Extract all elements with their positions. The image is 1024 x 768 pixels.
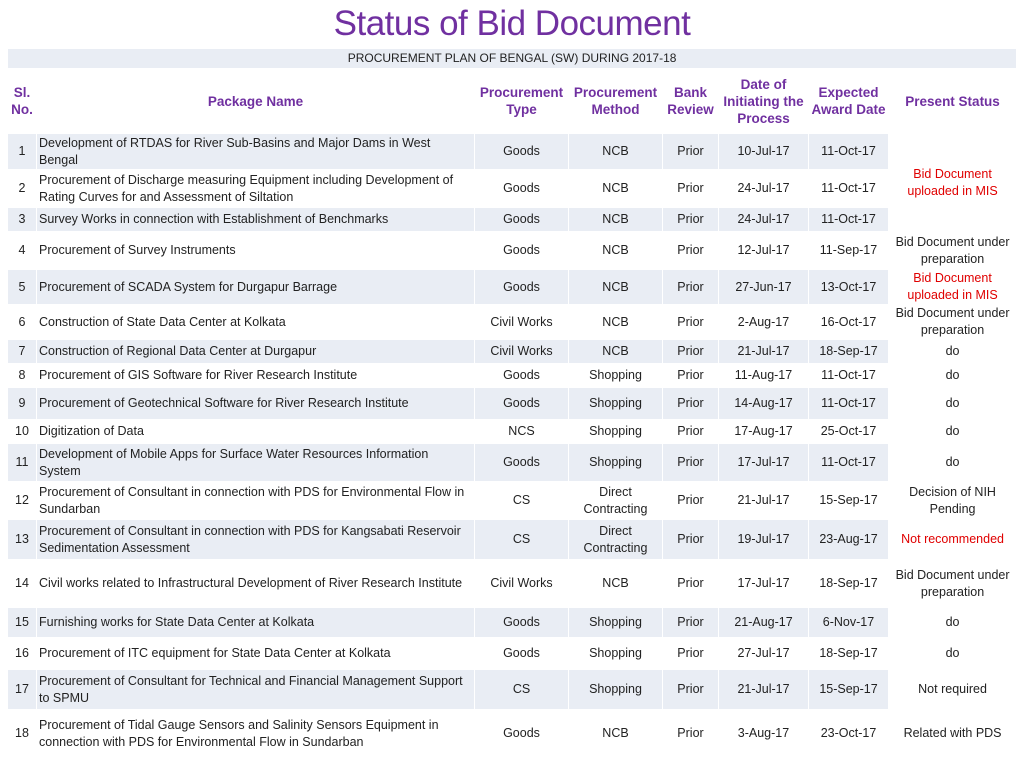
cell-expected-award: 6-Nov-17 <box>809 608 889 638</box>
cell-date-initiating: 17-Jul-17 <box>719 444 809 482</box>
cell-sl-no: 5 <box>8 270 37 305</box>
cell-expected-award: 23-Aug-17 <box>809 520 889 560</box>
cell-sl-no: 7 <box>8 340 37 364</box>
cell-date-initiating: 27-Jul-17 <box>719 638 809 670</box>
cell-package-name: Construction of Regional Data Center at Durgapur <box>37 340 475 364</box>
cell-expected-award: 18-Sep-17 <box>809 638 889 670</box>
cell-present-status: do <box>889 444 1017 482</box>
cell-expected-award: 11-Oct-17 <box>809 364 889 388</box>
cell-procurement-type: Goods <box>475 388 569 420</box>
cell-sl-no: 1 <box>8 134 37 170</box>
cell-package-name: Procurement of Consultant in connection with PDS for Environmental Flow in Sundarban <box>37 482 475 520</box>
table-body <box>8 134 1017 758</box>
cell-package-name: Development of RTDAS for River Sub-Basins and Major Dams in West Bengal <box>37 134 475 170</box>
table-row <box>8 364 1017 388</box>
cell-present-status: do <box>889 638 1017 670</box>
cell-procurement-type: Goods <box>475 710 569 758</box>
cell-procurement-type: Goods <box>475 270 569 305</box>
cell-procurement-method: Direct Contracting <box>569 520 663 560</box>
cell-procurement-type: Goods <box>475 170 569 208</box>
cell-package-name: Survey Works in connection with Establishment of Benchmarks <box>37 208 475 232</box>
table-row <box>8 388 1017 420</box>
cell-sl-no: 3 <box>8 208 37 232</box>
cell-bank-review: Prior <box>663 420 719 444</box>
cell-procurement-type: Goods <box>475 134 569 170</box>
cell-expected-award: 11-Oct-17 <box>809 134 889 170</box>
cell-procurement-method: Shopping <box>569 420 663 444</box>
cell-procurement-method: Shopping <box>569 444 663 482</box>
table-row <box>8 232 1017 270</box>
cell-bank-review: Prior <box>663 270 719 305</box>
cell-date-initiating: 2-Aug-17 <box>719 305 809 340</box>
cell-procurement-method: Shopping <box>569 638 663 670</box>
table-row <box>8 710 1017 758</box>
cell-expected-award: 11-Oct-17 <box>809 170 889 208</box>
cell-present-status: Not recommended <box>889 520 1017 560</box>
cell-procurement-type: Goods <box>475 364 569 388</box>
table-row <box>8 638 1017 670</box>
header-expected-award: Expected Award Date <box>809 69 889 134</box>
cell-procurement-method: NCB <box>569 170 663 208</box>
cell-procurement-type: Goods <box>475 232 569 270</box>
cell-present-status: Related with PDS <box>889 710 1017 758</box>
cell-sl-no: 16 <box>8 638 37 670</box>
header-present-status: Present Status <box>889 69 1017 134</box>
cell-package-name: Procurement of Survey Instruments <box>37 232 475 270</box>
cell-procurement-method: Direct Contracting <box>569 482 663 520</box>
cell-package-name: Procurement of SCADA System for Durgapur Barrage <box>37 270 475 305</box>
table-row <box>8 270 1017 305</box>
table-subtitle: PROCUREMENT PLAN OF BENGAL (SW) DURING 2017-18 <box>8 49 1017 69</box>
cell-procurement-method: NCB <box>569 710 663 758</box>
cell-procurement-type: CS <box>475 520 569 560</box>
cell-procurement-type: Goods <box>475 608 569 638</box>
cell-sl-no: 14 <box>8 560 37 608</box>
cell-bank-review: Prior <box>663 482 719 520</box>
cell-package-name: Procurement of Tidal Gauge Sensors and Salinity Sensors Equipment in connection with PDS for Environmental Flow in Sundarban <box>37 710 475 758</box>
cell-sl-no: 18 <box>8 710 37 758</box>
cell-present-status: Bid Document under preparation <box>889 560 1017 608</box>
cell-sl-no: 17 <box>8 670 37 710</box>
header-package-name: Package Name <box>37 69 475 134</box>
cell-bank-review: Prior <box>663 444 719 482</box>
cell-bank-review: Prior <box>663 638 719 670</box>
cell-procurement-method: Shopping <box>569 364 663 388</box>
cell-package-name: Furnishing works for State Data Center at Kolkata <box>37 608 475 638</box>
cell-procurement-type: Goods <box>475 208 569 232</box>
header-bank-review: Bank Review <box>663 69 719 134</box>
cell-package-name: Development of Mobile Apps for Surface Water Resources Information System <box>37 444 475 482</box>
cell-procurement-type: Civil Works <box>475 340 569 364</box>
cell-procurement-method: NCB <box>569 270 663 305</box>
cell-date-initiating: 21-Jul-17 <box>719 482 809 520</box>
header-procurement-method: Procurement Method <box>569 69 663 134</box>
cell-date-initiating: 11-Aug-17 <box>719 364 809 388</box>
cell-present-status: do <box>889 608 1017 638</box>
cell-package-name: Digitization of Data <box>37 420 475 444</box>
cell-bank-review: Prior <box>663 560 719 608</box>
cell-package-name: Procurement of Consultant for Technical and Financial Management Support to SPMU <box>37 670 475 710</box>
cell-procurement-method: NCB <box>569 560 663 608</box>
procurement-table <box>7 48 1017 758</box>
table-row <box>8 134 1017 170</box>
table-subtitle-row <box>8 49 1017 69</box>
cell-date-initiating: 21-Aug-17 <box>719 608 809 638</box>
table-row <box>8 560 1017 608</box>
table-row <box>8 305 1017 340</box>
cell-expected-award: 18-Sep-17 <box>809 340 889 364</box>
header-procurement-type: Procurement Type <box>475 69 569 134</box>
cell-bank-review: Prior <box>663 364 719 388</box>
cell-expected-award: 23-Oct-17 <box>809 710 889 758</box>
cell-procurement-method: Shopping <box>569 388 663 420</box>
cell-expected-award: 11-Sep-17 <box>809 232 889 270</box>
table-row <box>8 670 1017 710</box>
cell-date-initiating: 14-Aug-17 <box>719 388 809 420</box>
cell-procurement-method: NCB <box>569 208 663 232</box>
table-row <box>8 170 1017 208</box>
cell-package-name: Procurement of Geotechnical Software for River Research Institute <box>37 388 475 420</box>
cell-present-status: Not required <box>889 670 1017 710</box>
cell-present-status: Bid Document under preparation <box>889 232 1017 270</box>
cell-package-name: Civil works related to Infrastructural Development of River Research Institute <box>37 560 475 608</box>
cell-package-name: Procurement of ITC equipment for State Data Center at Kolkata <box>37 638 475 670</box>
cell-sl-no: 10 <box>8 420 37 444</box>
cell-procurement-method: NCB <box>569 305 663 340</box>
cell-procurement-type: Goods <box>475 444 569 482</box>
cell-expected-award: 11-Oct-17 <box>809 208 889 232</box>
cell-present-status: Bid Document uploaded in MIS <box>889 270 1017 305</box>
table-row <box>8 520 1017 560</box>
table-row <box>8 208 1017 232</box>
cell-present-status: do <box>889 364 1017 388</box>
cell-bank-review: Prior <box>663 670 719 710</box>
cell-sl-no: 15 <box>8 608 37 638</box>
cell-present-status: Bid Document uploaded in MIS <box>889 134 1017 232</box>
cell-package-name: Procurement of Discharge measuring Equipment including Development of Rating Curves for and Assessment of Siltation <box>37 170 475 208</box>
cell-present-status: do <box>889 388 1017 420</box>
cell-sl-no: 9 <box>8 388 37 420</box>
table-row <box>8 444 1017 482</box>
cell-date-initiating: 10-Jul-17 <box>719 134 809 170</box>
cell-procurement-type: CS <box>475 482 569 520</box>
cell-bank-review: Prior <box>663 520 719 560</box>
cell-procurement-method: NCB <box>569 340 663 364</box>
cell-present-status: do <box>889 420 1017 444</box>
cell-sl-no: 2 <box>8 170 37 208</box>
page-title: Status of Bid Document <box>333 4 691 43</box>
cell-procurement-method: Shopping <box>569 608 663 638</box>
cell-date-initiating: 17-Aug-17 <box>719 420 809 444</box>
cell-date-initiating: 21-Jul-17 <box>719 670 809 710</box>
cell-date-initiating: 27-Jun-17 <box>719 270 809 305</box>
cell-procurement-type: Civil Works <box>475 305 569 340</box>
cell-bank-review: Prior <box>663 710 719 758</box>
cell-sl-no: 13 <box>8 520 37 560</box>
cell-date-initiating: 12-Jul-17 <box>719 232 809 270</box>
cell-package-name: Construction of State Data Center at Kolkata <box>37 305 475 340</box>
cell-procurement-method: Shopping <box>569 670 663 710</box>
cell-bank-review: Prior <box>663 170 719 208</box>
cell-expected-award: 25-Oct-17 <box>809 420 889 444</box>
cell-present-status: Decision of NIH Pending <box>889 482 1017 520</box>
cell-sl-no: 4 <box>8 232 37 270</box>
cell-date-initiating: 19-Jul-17 <box>719 520 809 560</box>
cell-expected-award: 15-Sep-17 <box>809 482 889 520</box>
cell-expected-award: 11-Oct-17 <box>809 444 889 482</box>
table-row <box>8 420 1017 444</box>
cell-package-name: Procurement of Consultant in connection with PDS for Kangsabati Reservoir Sedimentation Assessment <box>37 520 475 560</box>
table-row <box>8 608 1017 638</box>
table-row <box>8 340 1017 364</box>
cell-expected-award: 18-Sep-17 <box>809 560 889 608</box>
cell-date-initiating: 24-Jul-17 <box>719 208 809 232</box>
cell-procurement-type: Civil Works <box>475 560 569 608</box>
cell-procurement-method: NCB <box>569 134 663 170</box>
cell-sl-no: 8 <box>8 364 37 388</box>
cell-procurement-type: CS <box>475 670 569 710</box>
cell-expected-award: 11-Oct-17 <box>809 388 889 420</box>
cell-date-initiating: 3-Aug-17 <box>719 710 809 758</box>
header-sl-no: Sl. No. <box>8 69 37 134</box>
table-row <box>8 482 1017 520</box>
cell-sl-no: 12 <box>8 482 37 520</box>
cell-date-initiating: 17-Jul-17 <box>719 560 809 608</box>
header-date-initiating: Date of Initiating the Process <box>719 69 809 134</box>
cell-present-status: Bid Document under preparation <box>889 305 1017 340</box>
cell-expected-award: 15-Sep-17 <box>809 670 889 710</box>
cell-date-initiating: 21-Jul-17 <box>719 340 809 364</box>
cell-package-name: Procurement of GIS Software for River Research Institute <box>37 364 475 388</box>
cell-sl-no: 6 <box>8 305 37 340</box>
cell-procurement-type: NCS <box>475 420 569 444</box>
cell-bank-review: Prior <box>663 305 719 340</box>
cell-procurement-method: NCB <box>569 232 663 270</box>
cell-bank-review: Prior <box>663 608 719 638</box>
cell-bank-review: Prior <box>663 340 719 364</box>
cell-expected-award: 13-Oct-17 <box>809 270 889 305</box>
cell-bank-review: Prior <box>663 134 719 170</box>
cell-sl-no: 11 <box>8 444 37 482</box>
cell-bank-review: Prior <box>663 208 719 232</box>
cell-bank-review: Prior <box>663 388 719 420</box>
cell-expected-award: 16-Oct-17 <box>809 305 889 340</box>
cell-bank-review: Prior <box>663 232 719 270</box>
cell-date-initiating: 24-Jul-17 <box>719 170 809 208</box>
table-header-row <box>8 69 1017 134</box>
cell-present-status: do <box>889 340 1017 364</box>
cell-procurement-type: Goods <box>475 638 569 670</box>
